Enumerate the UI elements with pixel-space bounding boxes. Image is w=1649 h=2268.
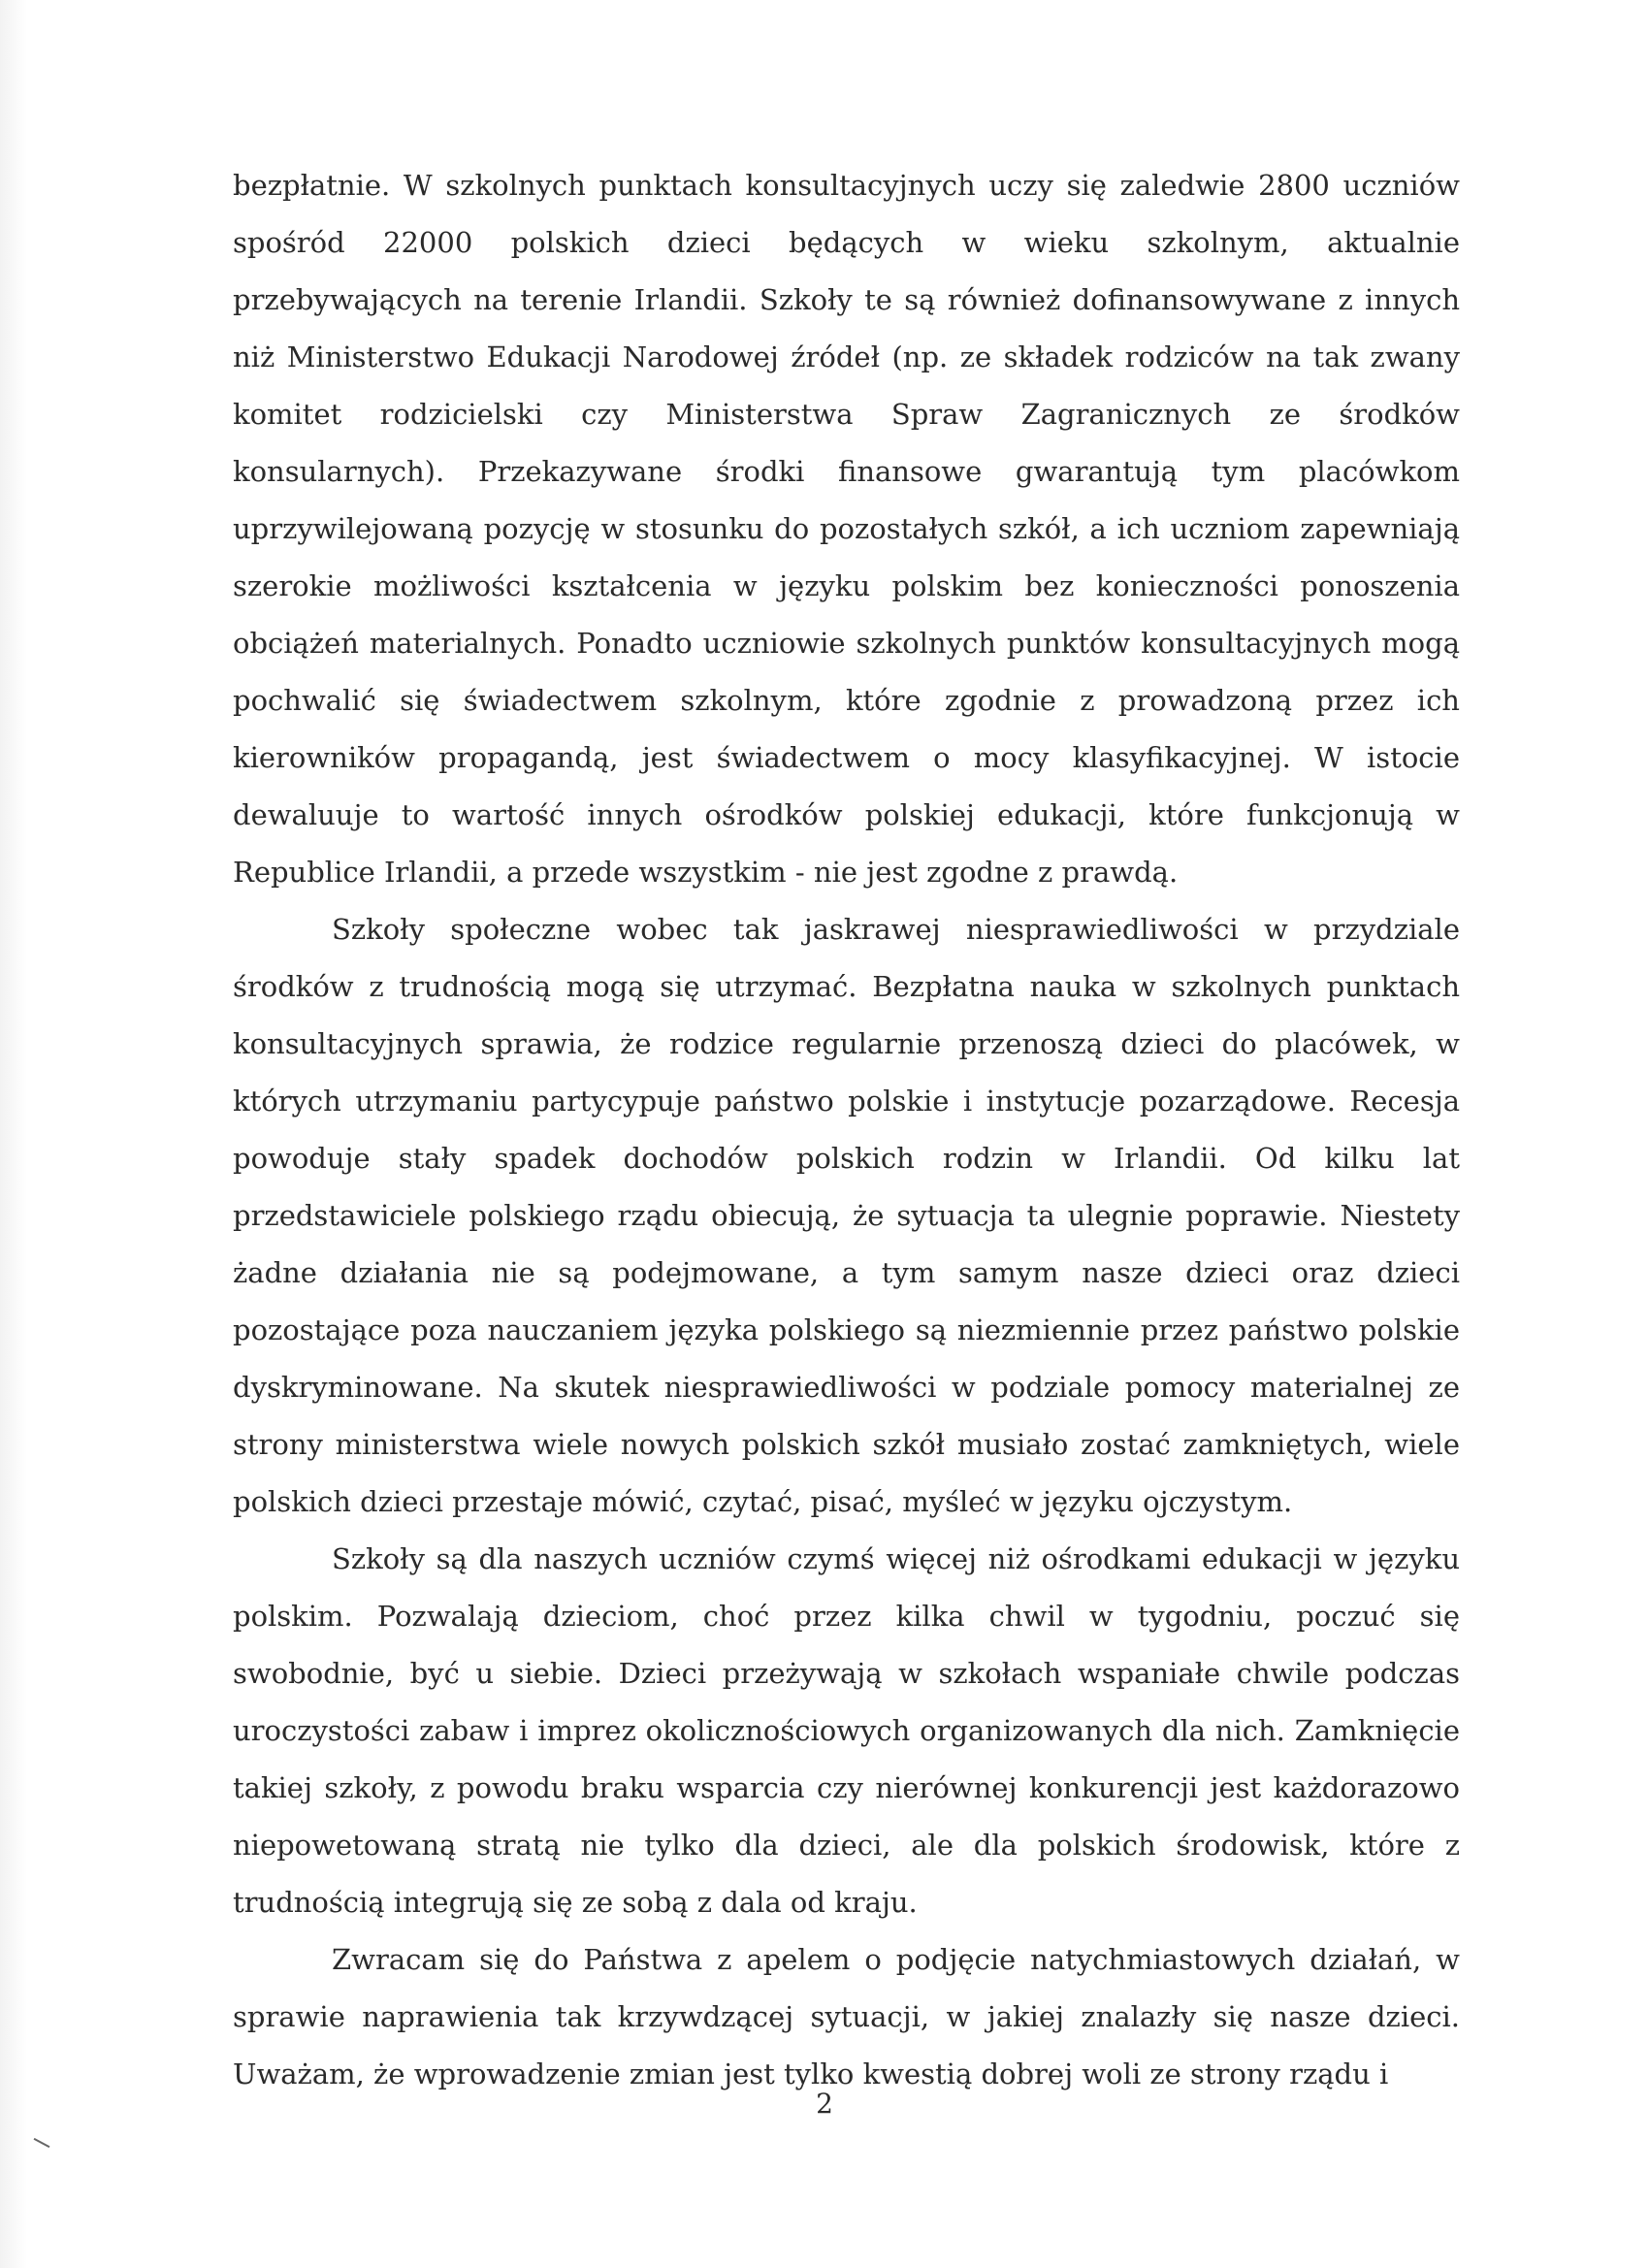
paragraph-4: Zwracam się do Państwa z apelem o podjęcie natychmiastowych działań, w sprawie naprawienia tak krzywdzącej sytuacji, w jakiej znalazły się nasze dzieci. Uważam, że wprowadzenie zmian jest tylko kwestią dobrej woli ze strony rządu i <box>233 1943 1460 2090</box>
margin-mark <box>34 2138 50 2148</box>
paragraph-2: Szkoły społeczne wobec tak jaskrawej niesprawiedliwości w przydziale środków z trudnością mogą się utrzymać. Bezpłatna nauka w szkolnych punktach konsultacyjnych sprawia, że rodzice regularnie przenoszą dzieci do placówek, w których utrzymaniu partycypuje państwo polskie i instytucje pozarządowe. Recesja powoduje stały spadek dochodów polskich rodzin w Irlandii. Od kilku lat przedstawiciele polskiego rządu obiecują, że sytuacja ta ulegnie poprawie. Niestety żadne działania nie są podejmowane, a tym samym nasze dzieci oraz dzieci pozostające poza nauczaniem języka polskiego są niezmiennie przez państwo polskie dyskryminowane. Na skutek niesprawiedliwości w podziale pomocy materialnej ze strony ministerstwa wiele nowych polskich szkół musiało zostać zamkniętych, wiele polskich dzieci przestaje mówić, czytać, pisać, myśleć w języku ojczystym. <box>233 913 1460 1518</box>
body-text <box>233 157 1460 2103</box>
page-number: 2 <box>816 2088 833 2120</box>
scan-edge-shadow <box>0 0 27 2268</box>
paragraph-1: bezpłatnie. W szkolnych punktach konsultacyjnych uczy się zaledwie 2800 uczniów spośród 22000 polskich dzieci będących w wieku szkolnym, aktualnie przebywających na terenie Irlandii. Szkoły te są również dofinansowywane z innych niż Ministerstwo Edukacji Narodowej źródeł (np. ze składek rodziców na tak zwany komitet rodzicielski czy Ministerstwa Spraw Zagranicznych ze środków konsularnych). Przekazywane środki finansowe gwarantują tym placówkom uprzywilejowaną pozycję w stosunku do pozostałych szkół, a ich uczniom zapewniają szerokie możliwości kształcenia w języku polskim bez konieczności ponoszenia obciążeń materialnych. Ponadto uczniowie szkolnych punktów konsultacyjnych mogą pochwalić się świadectwem szkolnym, które zgodnie z prowadzoną przez ich kierowników propagandą, jest świadectwem o mocy klasyfikacyjnej. W istocie dewaluuje to wartość innych ośrodków polskiej edukacji, które funkcjonują w Republice Irlandii, a przede wszystkim - nie jest zgodne z prawdą. <box>233 169 1460 889</box>
paragraph-3: Szkoły są dla naszych uczniów czymś więcej niż ośrodkami edukacji w języku polskim. Pozwalają dzieciom, choć przez kilka chwil w tygodniu, poczuć się swobodnie, być u siebie. Dzieci przeżywają w szkołach wspaniałe chwile podczas uroczystości zabaw i imprez okolicznościowych organizowanych dla nich. Zamknięcie takiej szkoły, z powodu braku wsparcia czy nierównej konkurencji jest każdorazowo niepowetowaną stratą nie tylko dla dzieci, ale dla polskich środowisk, które z trudnością integrują się ze sobą z dala od kraju. <box>233 1542 1460 1919</box>
